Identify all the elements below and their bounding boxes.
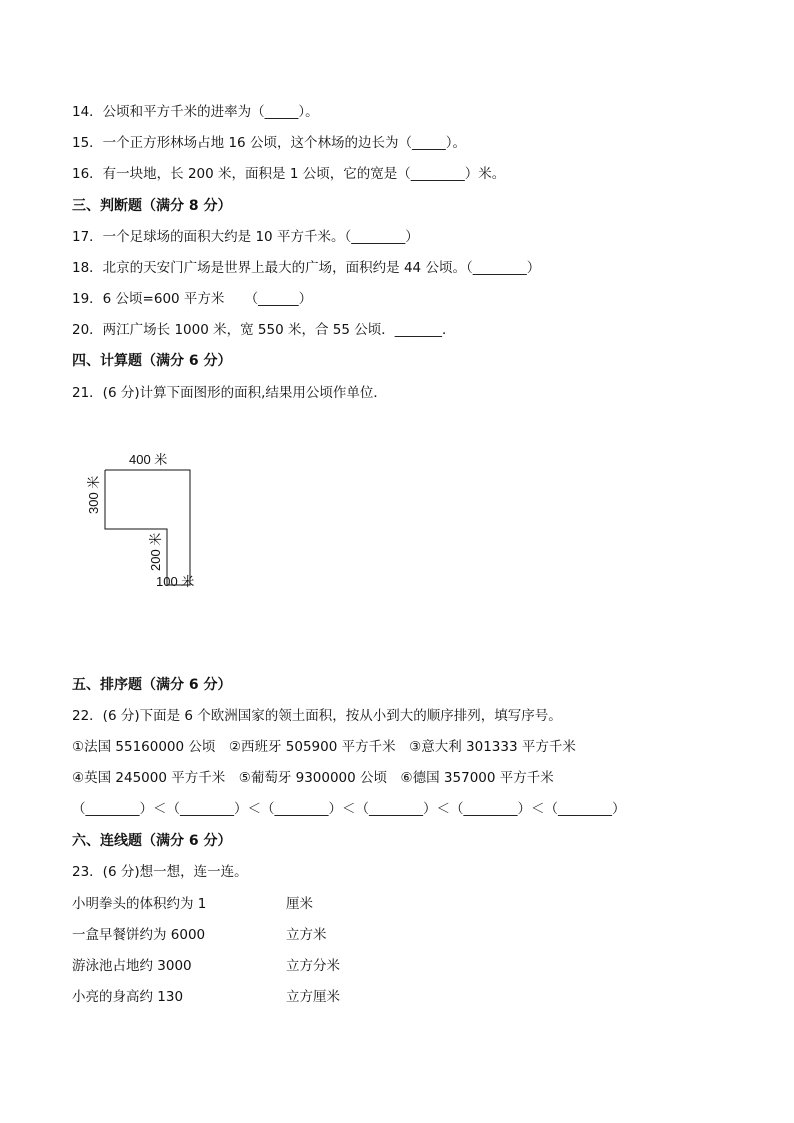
section-title-judgement: 三、判断题（满分 8 分）: [72, 198, 232, 214]
match-right-item: 立方厘米: [286, 989, 340, 1005]
question-15: 15．一个正方形林场占地 16 公顷，这个林场的边长为（_____）。: [72, 135, 466, 151]
question-22-options-row-2: ④英国 245000 平方千米 ⑤葡萄牙 9300000 公顷 ⑥德国 357000 平方千米: [72, 770, 554, 786]
question-16: 16．有一块地，长 200 米，面积是 1 公顷，它的宽是（________）米。: [72, 166, 506, 182]
match-left-item: 小亮的身高约 130: [72, 989, 184, 1005]
section-title-ordering: 五、排序题（满分 6 分）: [72, 677, 232, 693]
match-right-item: 立方分米: [286, 958, 340, 974]
label-top-400: 400 米: [129, 452, 168, 467]
question-22: 22．(6 分)下面是 6 个欧洲国家的领土面积，按从小到大的顺序排列，填写序号。: [72, 708, 562, 724]
question-21: 21．(6 分)计算下面图形的面积,结果用公顷作单位．: [72, 385, 387, 401]
question-17: 17．一个足球场的面积大约是 10 平方千米。（________）: [72, 229, 419, 245]
label-left-300: 300 米: [86, 475, 101, 514]
label-bottom-100: 100 米: [156, 574, 195, 589]
question-14: 14．公顷和平方千米的进率为（_____）。: [72, 104, 319, 120]
question-23: 23．(6 分)想一想，连一连。: [72, 864, 248, 880]
match-right-item: 立方米: [286, 927, 327, 943]
section-title-matching: 六、连线题（满分 6 分）: [72, 833, 232, 849]
label-mid-200: 200 米: [148, 532, 163, 571]
section-title-calculation: 四、计算题（满分 6 分）: [72, 353, 232, 369]
question-22-options-row-1: ①法国 55160000 公顷 ②西班牙 505900 平方千米 ③意大利 301333 平方千米: [72, 739, 576, 755]
question-22-answer-blanks: （________）＜（________）＜（________）＜（________）＜（________）＜（________）: [72, 801, 626, 817]
match-left-item: 小明拳头的体积约为 1: [72, 896, 207, 912]
question-20: 20．两江广场长 1000 米，宽 550 米，合 55 公顷．_______．: [72, 322, 456, 338]
match-left-item: 游泳池占地约 3000: [72, 958, 192, 974]
l-shape-figure: [72, 440, 272, 600]
question-19: 19．6 公顷=600 平方米 （______）: [72, 291, 313, 307]
match-right-item: 厘米: [286, 896, 313, 912]
match-left-item: 一盒早餐饼约为 6000: [72, 927, 206, 943]
question-18: 18．北京的天安门广场是世界上最大的广场，面积约是 44 公顷。（________）: [72, 260, 541, 276]
